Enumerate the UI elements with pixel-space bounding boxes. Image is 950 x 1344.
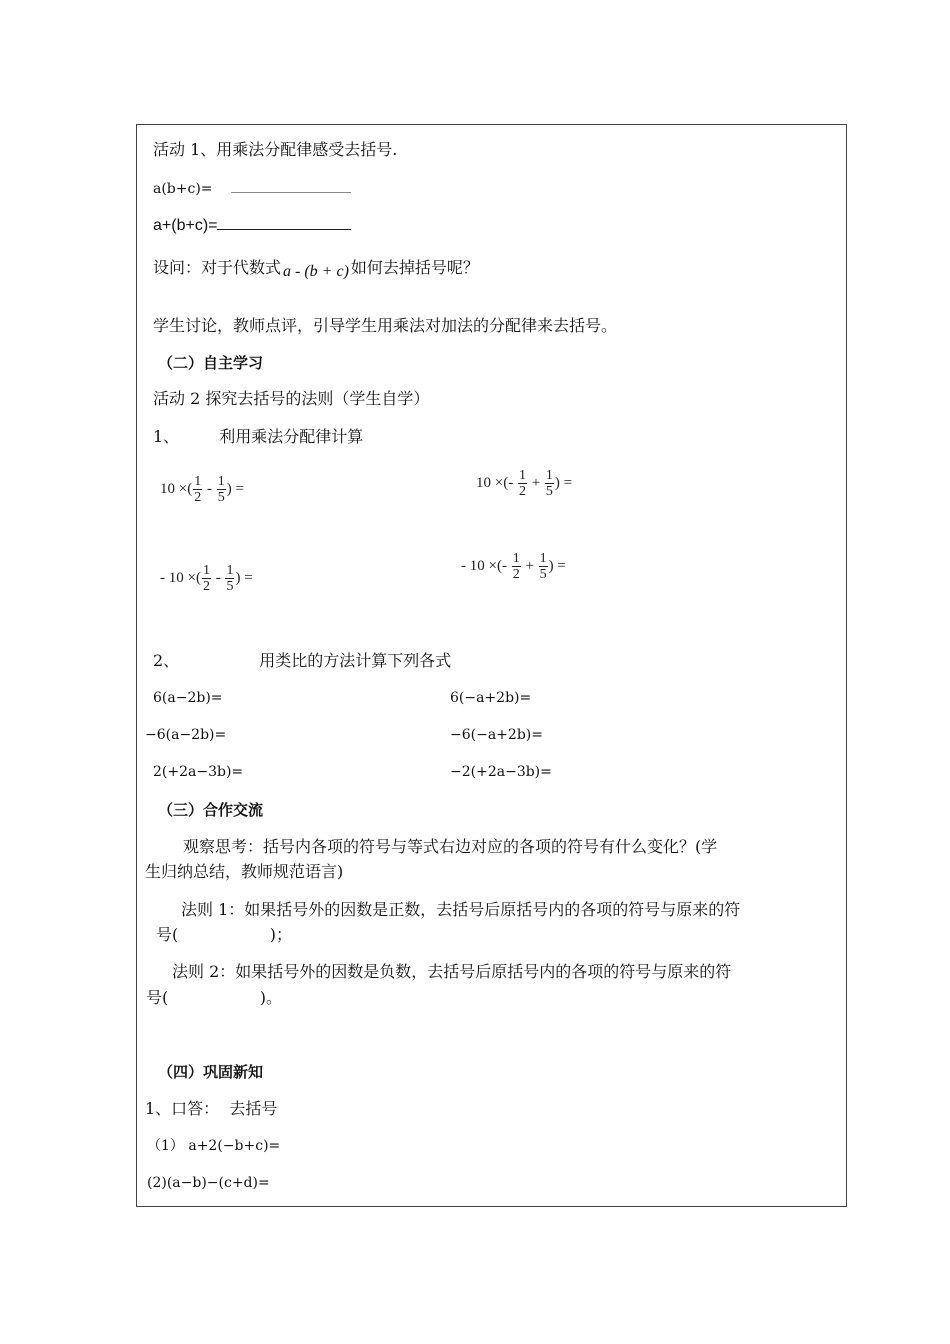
fraction: [539, 551, 548, 582]
answer-blank: [231, 178, 351, 193]
denominator: 2: [512, 567, 520, 582]
calc-left-3: 2(+2a−3b)=: [153, 764, 244, 780]
fraction-expression-2: [476, 468, 572, 499]
item1-text: 利用乘法分配律计算: [219, 427, 364, 446]
operator: -: [203, 481, 216, 497]
rule2-line-1: 法则 2：如果括号外的因数是负数，去括号后原括号内的各项的符号与原来的符: [172, 962, 732, 981]
discussion-text: 学生讨论，教师点评，引导学生用乘法对加法的分配律来去括号。: [153, 316, 618, 335]
fraction-expression-3: [160, 563, 253, 594]
denominator: 5: [539, 567, 547, 582]
calc-right-3: −2(+2a−3b)=: [450, 764, 552, 780]
operator: +: [521, 558, 538, 574]
question-prefix: 设问：对于代数式: [153, 258, 282, 277]
distributive-line-2-label: a+(b+c)=: [153, 217, 218, 234]
question-math-expression: a - (b + c): [283, 263, 349, 280]
denominator: 5: [217, 490, 225, 505]
calc-left-2: −6(a−2b)=: [145, 727, 227, 743]
section2-heading: （二）自主学习: [158, 354, 264, 372]
rule1-line-2: 号( )；: [156, 925, 293, 944]
numerator: 1: [518, 468, 526, 483]
fraction: [202, 563, 211, 594]
numerator: 1: [512, 551, 520, 566]
expr-suffix: ) =: [548, 558, 566, 574]
answer-blank: [217, 215, 351, 230]
denominator: 2: [202, 579, 210, 594]
numerator: 1: [202, 563, 210, 578]
expr-prefix: 10 ×(-: [476, 475, 517, 491]
expr-suffix: ) =: [226, 481, 244, 497]
item2: [153, 651, 451, 671]
section3-heading: （三）合作交流: [158, 801, 264, 819]
denominator: 5: [226, 579, 234, 594]
calc-right-1: 6(−a+2b)=: [450, 690, 532, 706]
denominator: 5: [545, 484, 553, 499]
observe-line-1: 观察思考：括号内各项的符号与等式右边对应的各项的符号有什么变化？(学: [183, 837, 718, 856]
expr-prefix: - 10 ×(-: [461, 558, 511, 574]
rule2-line-2: 号( )。: [146, 988, 283, 1007]
fraction: [512, 551, 521, 582]
expr-prefix: 10 ×(: [160, 481, 193, 497]
fraction: [217, 474, 226, 505]
fraction: [545, 468, 554, 499]
activity1-title: 活动 1、用乘法分配律感受去括号.: [153, 140, 398, 159]
fraction: [225, 563, 234, 594]
exercise-1: （1） a+2(−b+c)=: [147, 1138, 281, 1154]
fraction: [193, 474, 202, 505]
calc-left-1: 6(a−2b)=: [153, 690, 223, 706]
activity2-title: 活动 2 探究去括号的法则（学生自学）: [153, 389, 430, 408]
fraction: [518, 468, 527, 499]
numerator: 1: [545, 468, 553, 483]
operator: -: [211, 570, 225, 586]
exercise-2: (2)(a−b)−(c+d)=: [147, 1175, 270, 1191]
denominator: 2: [194, 490, 202, 505]
distributive-line-2: [153, 215, 351, 236]
expr-suffix: ) =: [235, 570, 253, 586]
expr-prefix: - 10 ×(: [160, 570, 201, 586]
distributive-line-1: [153, 178, 351, 199]
numerator: 1: [539, 551, 547, 566]
question-line: [153, 258, 479, 279]
calc-right-2: −6(−a+2b)=: [450, 727, 543, 743]
numerator: 1: [217, 474, 225, 489]
question-suffix: 如何去掉括号呢？: [350, 258, 479, 277]
numerator: 1: [226, 563, 234, 578]
item1: [153, 427, 363, 447]
item2-number: 2、: [153, 651, 180, 670]
fraction-expression-4: [461, 551, 566, 582]
fraction-expression-1: [160, 474, 244, 505]
numerator: 1: [194, 474, 202, 489]
section4-heading: （四）巩固新知: [158, 1063, 264, 1081]
item2-text: 用类比的方法计算下列各式: [259, 651, 452, 670]
observe-line-2: 生归纳总结，教师规范语言): [145, 862, 344, 881]
rule1-line-1: 法则 1：如果括号外的因数是正数，去括号后原括号内的各项的符号与原来的符: [181, 900, 741, 919]
item1-number: 1、: [153, 427, 180, 446]
oral-answer-line: 1、口答： 去括号: [145, 1099, 278, 1118]
operator: +: [527, 475, 544, 491]
distributive-line-1-label: a(b+c)=: [153, 181, 213, 197]
expr-suffix: ) =: [554, 475, 573, 491]
denominator: 2: [518, 484, 526, 499]
